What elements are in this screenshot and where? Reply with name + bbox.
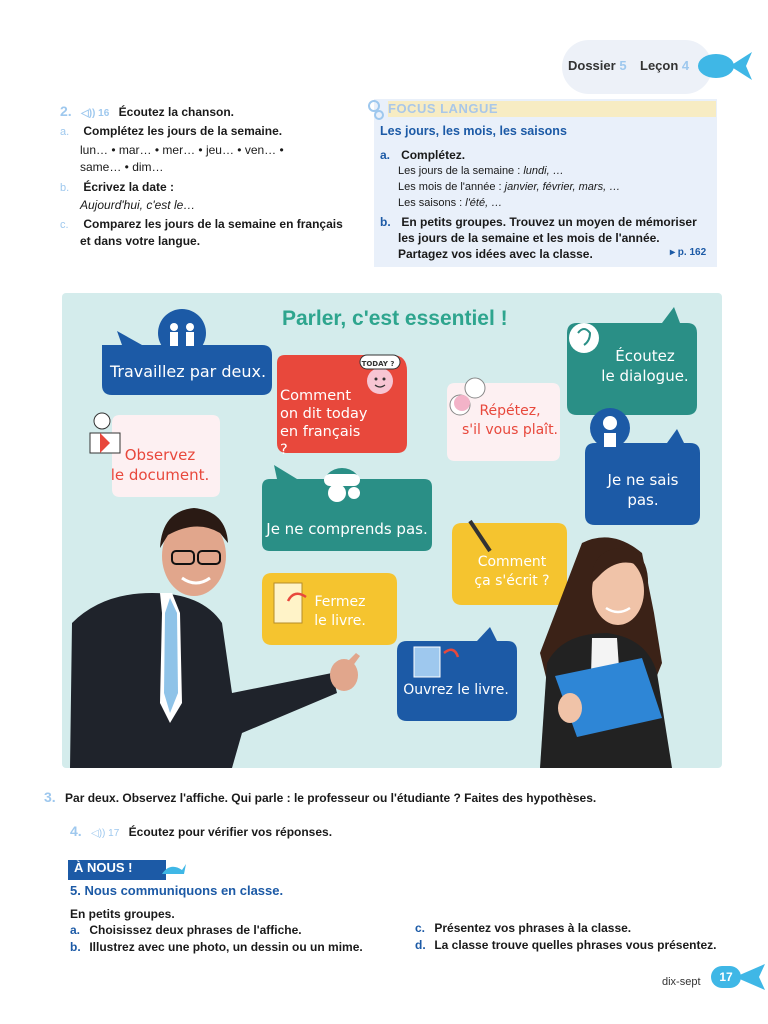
exercise-5-intro: En petits groupes. <box>70 907 175 921</box>
exercise-2-instruction: Écoutez la chanson. <box>118 105 234 119</box>
ecoutez-line-1: Écoutez <box>615 347 675 365</box>
focus-a <box>380 147 465 164</box>
ecoutez-line-2: le dialogue. <box>601 367 689 385</box>
focus-line-3-label: Les saisons : <box>398 197 463 209</box>
repetez-line-2: s'il vous plaît. <box>461 422 559 438</box>
exercise-2b <box>60 179 174 197</box>
bubble-comprends-text: Je ne comprends pas. <box>266 520 428 538</box>
focus-line-2-value: janvier, février, mars, … <box>504 181 621 193</box>
observez-line-2: le document. <box>110 466 210 484</box>
exercise-2c <box>60 216 343 234</box>
bubble-comment-on-dit-text <box>280 387 370 459</box>
bubble-travaillez <box>102 309 272 395</box>
focus-line-3 <box>398 195 502 211</box>
exercise-5a-letter: a. <box>70 923 81 937</box>
exercise-2b-letter: b. <box>60 182 70 194</box>
lecon-text: Leçon <box>640 58 679 73</box>
focus-b-text-1: En petits groupes. Trouvez un moyen de mémoriser <box>401 215 697 229</box>
exercise-2c-letter: c. <box>60 219 69 231</box>
focus-a-text: Complétez. <box>401 148 466 162</box>
exercise-5b-text: Illustrez avec une photo, un dessin ou un mime. <box>89 940 363 954</box>
exercise-5-title: 5. Nous communiquons en classe. <box>70 883 284 898</box>
bubble-repetez-text <box>455 402 565 440</box>
ecrit-line-2: ça s'écrit ? <box>474 573 550 589</box>
exercise-3-number: 3. <box>44 789 56 805</box>
exercise-2-title <box>60 103 234 119</box>
comment-on-dit-line-1: Comment <box>280 388 352 404</box>
repetez-line-1: Répétez, <box>479 403 541 419</box>
exercise-5c-text: Présentez vos phrases à la classe. <box>434 921 632 935</box>
lecon-number: 4 <box>681 58 690 73</box>
ne-sais-line-2: pas. <box>627 491 659 509</box>
poster-title: Parler, c'est essentiel ! <box>282 307 508 330</box>
today-tag: TODAY ? <box>361 360 395 368</box>
exercise-4-text: Écoutez pour vérifier vos réponses. <box>128 825 333 839</box>
bubble-fermez-text <box>308 593 372 631</box>
focus-line-2-label: Les mois de l'année : <box>398 181 502 193</box>
fish-icon <box>160 860 186 880</box>
focus-langue-subtitle: Les jours, les mois, les saisons <box>380 124 567 138</box>
lecon-label <box>640 58 689 73</box>
exercise-5b <box>70 938 363 956</box>
focus-line-3-value: l'été, … <box>465 197 503 209</box>
bubble-ecrit-text <box>462 553 562 591</box>
exercise-5c <box>415 919 631 937</box>
dossier-text: Dossier <box>568 58 616 73</box>
page-word: dix-sept <box>662 976 701 988</box>
exercise-2a <box>60 123 282 141</box>
exercise-2-number: 2. <box>60 103 72 119</box>
fermez-line-1: Fermez <box>314 594 366 610</box>
dossier-number: 5 <box>619 58 627 73</box>
exercise-5d-letter: d. <box>415 938 426 952</box>
fermez-line-2: le livre. <box>314 613 366 629</box>
exercise-2c-text-1: Comparez les jours de la semaine en français <box>83 217 343 231</box>
focus-langue-title: FOCUS LANGUE <box>388 101 498 116</box>
bubble-comprends <box>262 465 432 551</box>
exercise-2b-example: Aujourd'hui, c'est le… <box>80 198 196 212</box>
ne-sais-line-1: Je ne sais <box>607 471 679 489</box>
focus-b <box>380 214 697 230</box>
comment-on-dit-line-3: en français ? <box>280 424 361 458</box>
exercise-5d <box>415 936 716 954</box>
audio-track-icon[interactable]: ◁)) 16 <box>81 108 110 119</box>
exercise-5d-text: La classe trouve quelles phrases vous présentez. <box>434 938 717 952</box>
fish-tail-icon <box>735 964 765 990</box>
comment-on-dit-line-2: on dit today <box>280 406 368 422</box>
audio-track-icon[interactable]: ◁)) 17 <box>91 828 120 839</box>
dossier-label <box>568 58 627 73</box>
focus-line-1-value: lundi, … <box>523 165 564 177</box>
exercise-2c-text-2: et dans votre langue. <box>80 234 201 248</box>
bubble-observez-text <box>108 445 212 485</box>
bubble-travaillez-text: Travaillez par deux. <box>109 362 267 381</box>
exercise-3-text: Par deux. Observez l'affiche. Qui parle : le professeur ou l'étudiante ? Faites des hypothèses. <box>65 791 597 805</box>
a-nous-label: À NOUS ! <box>74 860 133 875</box>
exercise-5b-letter: b. <box>70 940 81 954</box>
bubble-ecoutez-text <box>600 346 690 386</box>
observez-line-1: Observez <box>124 446 196 464</box>
exercise-3 <box>44 789 596 805</box>
focus-a-letter: a. <box>380 148 391 162</box>
exercise-2a-letter: a. <box>60 126 70 138</box>
bubble-ne-sais-pas-text <box>588 470 698 510</box>
bubble-ouvrez <box>397 627 517 721</box>
days-line-1: lun… • mar… • mer… • jeu… • ven… • <box>80 143 284 157</box>
page-number-badge: 17 <box>711 966 741 988</box>
focus-line-2 <box>398 179 620 195</box>
ecrit-line-1: Comment <box>477 554 547 570</box>
bubble-ouvrez-text: Ouvrez le livre. <box>403 682 509 698</box>
exercise-4-number: 4. <box>70 823 82 839</box>
exercise-5c-letter: c. <box>415 921 426 935</box>
exercise-2b-text: Écrivez la date : <box>83 180 175 194</box>
page-reference-link[interactable]: ▸ p. 162 <box>670 247 707 258</box>
gears-icon <box>366 98 386 122</box>
a-nous-badge <box>68 860 166 880</box>
exercise-4 <box>70 823 332 839</box>
focus-line-1 <box>398 163 564 179</box>
focus-b-letter: b. <box>380 215 391 229</box>
exercise-2a-text: Complétez les jours de la semaine. <box>83 124 283 138</box>
days-line-2: same… • dim… <box>80 160 164 174</box>
focus-b-text-3: Partagez vos idées avec la classe. <box>398 247 593 261</box>
fish-logo-icon <box>696 46 752 86</box>
exercise-5a <box>70 921 302 939</box>
focus-line-1-label: Les jours de la semaine : <box>398 165 521 177</box>
focus-b-text-2: les jours de la semaine et les mois de l'année. <box>398 231 660 245</box>
exercise-5a-text: Choisissez deux phrases de l'affiche. <box>89 923 302 937</box>
